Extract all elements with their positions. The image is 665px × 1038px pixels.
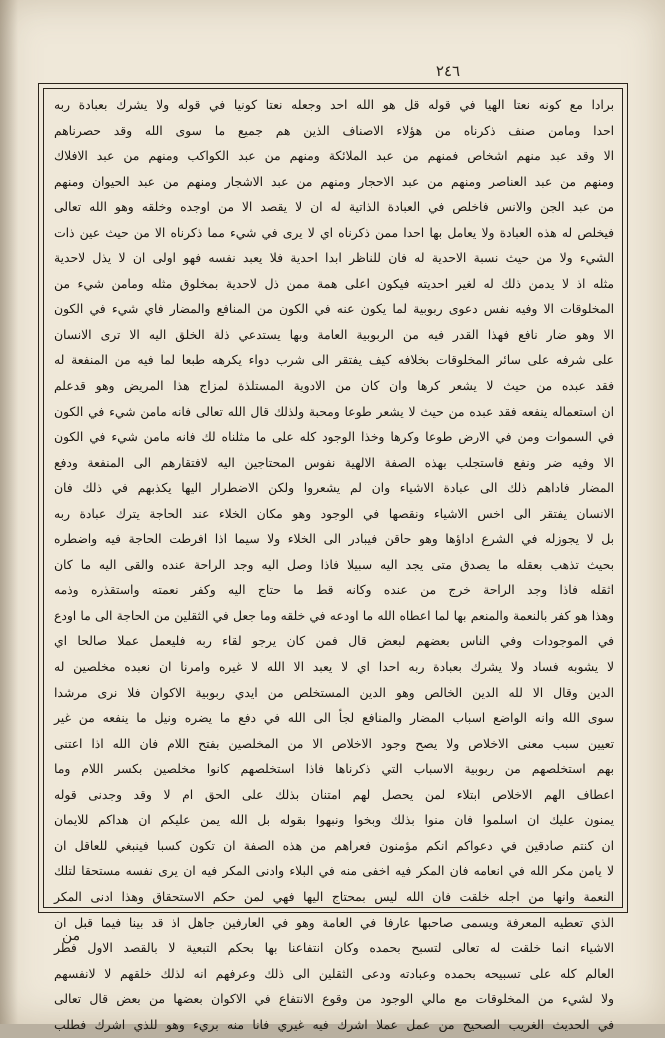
text-line: المضار فاداهم ذلك الى عبادة الاشياء وان لم يشعروا ولكن الاضطرار اليها يكذبهم في ذلك فان bbox=[54, 481, 614, 496]
text-line: المخلوقات الا وفيه نفس دعوى ربوبية لما يكون عنه في الكون من المنافع والمضار فاي شيء في الكون bbox=[54, 302, 614, 317]
text-line: مثله اذ لا يدمن ذلك له لغير احديته فيكون اعلى همة ممن ذل لاحدية بمخلوق مثله ومامن شيء من bbox=[54, 276, 614, 291]
text-line: وهذا هو كفر بالنعمة والمنعم بها لما اعطاه الله ما اودعه في خلقه وما جعل في الثقلين من الحاجة الى ما اودع bbox=[54, 608, 614, 623]
text-line: في الحديث الغريب الصحيح من عمل عملا اشرك فيه غيري فانا منه بريء وهو للذي اشرك فطلب bbox=[54, 1017, 614, 1032]
text-line: ان استعماله ينفعه فقد عبده من حيث لا يشعر طوعا ومحبة ولذلك قال الله تعالى فانه مامن شيء في الكون bbox=[54, 404, 614, 419]
text-line: في الموجودات وفي الناس بعضهم لبعض قال فمن كان يرجو لقاء ربه فليعمل عملا صالحا اي bbox=[54, 634, 614, 649]
text-line: لا يامن مكر الله في انعامه فان المكر فيه اخفى منه في البلاء وادنى المكر فيه ان يرى نفسه مستحقا لتلك bbox=[54, 864, 614, 879]
text-line: الا وهو ضار نافع فهذا القدر فيه من الربوبية العامة وبها يستدعي ذلة الخلق اليه الا ترى الانسان bbox=[54, 327, 614, 342]
text-line: اثقله فاذا وجد الراحة خرج من عنده وكانه قط ما حتاج اليه وكفر نعمته واستقذره وذمه bbox=[54, 583, 614, 598]
page-number: ٢٤٦ bbox=[435, 62, 461, 80]
text-line: الانسان يفتقر الى اخس الاشياء ونقصها في الوجود وهو مكان الخلاء عند الحاجة يترك عبادة ربه bbox=[54, 506, 614, 521]
text-line: الذي تعطيه المعرفة ويسمى صاحبها عارفا في العامة وهو في العارفين جاهل اذ قد بينا فيما قبل ان bbox=[54, 915, 614, 930]
text-line: الا وفيه ضر ونفع فاستجلب بهذه الصفة الالهية نفوس المحتاجين اليه لافتقارهم الى المنفعة ودفع bbox=[54, 455, 614, 470]
text-frame bbox=[38, 83, 628, 1032]
text-line: ان كنتم صادقين في دعواكم انكم مؤمنون فعراهم من هذه الصفة ان تكون كسبا فينبغي للعاقل ان bbox=[54, 838, 614, 853]
text-line: العالم كله على تسبيحه بحمده وعبادته ودعى الثقلين الى ذلك وعرفهم انه لذلك خلقهم لا لانفسهم bbox=[54, 966, 614, 981]
text-line: ومنهم من عبد العناصر ومنهم من عبد الاحجار ومنهم من عبد الاشجار ومنهم من عبد الحيوان ومنهم bbox=[54, 174, 614, 189]
text-line: بحيث تذهب بعقله ما يصدق متى يجد اليه سبيلا فاذا وصل اليه وجد الراحة عنده والقى اليه ما كان bbox=[54, 557, 614, 572]
text-line: احدا ومامن صنف ذكرناه من هؤلاء الاصناف الذين هم جميع ما سوى الله وقد حصرناهم bbox=[54, 123, 614, 138]
text-line: بهم استخلصهم من ربوبية الاسباب التي ذكرناها فاذا استخلصهم كانوا مخلصين بكسر اللام وما bbox=[54, 762, 614, 777]
text-line: لا يشوبه فساد ولا يشرك بعبادة ربه احدا اي لا يعبد الا الله لا غيره وامرنا ان نعبده مخلصين له bbox=[54, 660, 614, 675]
text-line: سوى الله وانه الواضع اسباب المضار والمنافع لجأ الى الله في دفع ما يضره ونيل ما ينفعه من غير bbox=[54, 711, 614, 726]
text-body bbox=[43, 88, 623, 1032]
text-line: النعمة وانها من اجله خلقت فان الله ليس بمحتاج اليها فهي لمن حكم الاستحقاق وهذا ادنى المكر bbox=[54, 889, 614, 904]
text-line: الا وقد عبد منهم اشخاص فمنهم من عبد الملائكة ومنهم من عبد الكواكب ومنهم من عبد الافلاك bbox=[54, 149, 614, 164]
text-line: تعيين سبب معنى الاخلاص ولا يصح وجود الاخلاص الا من المخلصين بفتح اللام فان الله اذا اعتنى bbox=[54, 736, 614, 751]
text-line: على شرفه على سائر المخلوقات بخلافه كيف يفتقر الى شرب دواء يكرهه طبعا لما فيه من المنفعة له bbox=[54, 353, 614, 368]
catchword: من bbox=[62, 928, 81, 944]
text-line: اعطاف الهم الاخلاص ابتلاء لمن يحصل لهم امتنان بذلك على الحق ام لا وقد وجدنى قوله bbox=[54, 787, 614, 802]
text-line: فيخلص له هذه العبادة ولا يعامل بها احدا ممن ذكرناه اي لا يرى في شيء مما ذكرناه الا من حيث عين ذات bbox=[54, 225, 614, 240]
text-line: فقد عبده من حيث لا يشعر كرها وان كان من الادوية المستلذة لمزاج هذا المريض وهو قدعلم bbox=[54, 379, 614, 394]
text-line: الدين وقال الا لله الدين الخالص وهو الدين المستخلص من ايدي ربوبية الاكوان فلا نرى مرشدا bbox=[54, 685, 614, 700]
text-line: في السموات ومن في الارض طوعا وكرها وخذا الوجود كله على ما مثلناه لك فانه مامن شيء في الكون bbox=[54, 430, 614, 445]
binding-shadow bbox=[0, 0, 18, 1024]
text-line: من عبد الجن والانس فاخلص في العبادة الذاتية له ان لا يقصد الا من اوجده وخلقه وهو الله تعالى bbox=[54, 200, 614, 215]
text-line: ولا لشيء من المخلوقات مع مالي الوجود من وقوع الانتفاع في الاكوان بعضها من بعض قال تعالى bbox=[54, 992, 614, 1007]
text-line: بل لا يجوزله في الشرع اداؤها وهو حاقن فيبادر الى الخلاء ولا سيما اذا افرطت الحاجة فيه واضطره bbox=[54, 532, 614, 547]
text-line: الاشياء انما خلقت له تعالى لتسبح بحمده وكان انتفاعنا بها بحكم التبعية لا بالقصد الاول فطر bbox=[54, 941, 614, 956]
text-line: يمنون عليك ان اسلموا فان منوا بذلك وبخوا ونبهوا بقوله بل الله يمن عليكم ان هداكم للايمان bbox=[54, 813, 614, 828]
text-line: برادا مع كونه نعتا الهيا في قوله قل هو الله احد وجعله نعتا كونيا في قوله ولا يشرك بعبادة ربه bbox=[54, 98, 614, 112]
text-line: الشيء ولا من حيث نسبة الاحدية له فان للناظر ابدا احدية فلا يعبد نفسه فهو اولى ان لا يذل لاحدية bbox=[54, 251, 614, 266]
